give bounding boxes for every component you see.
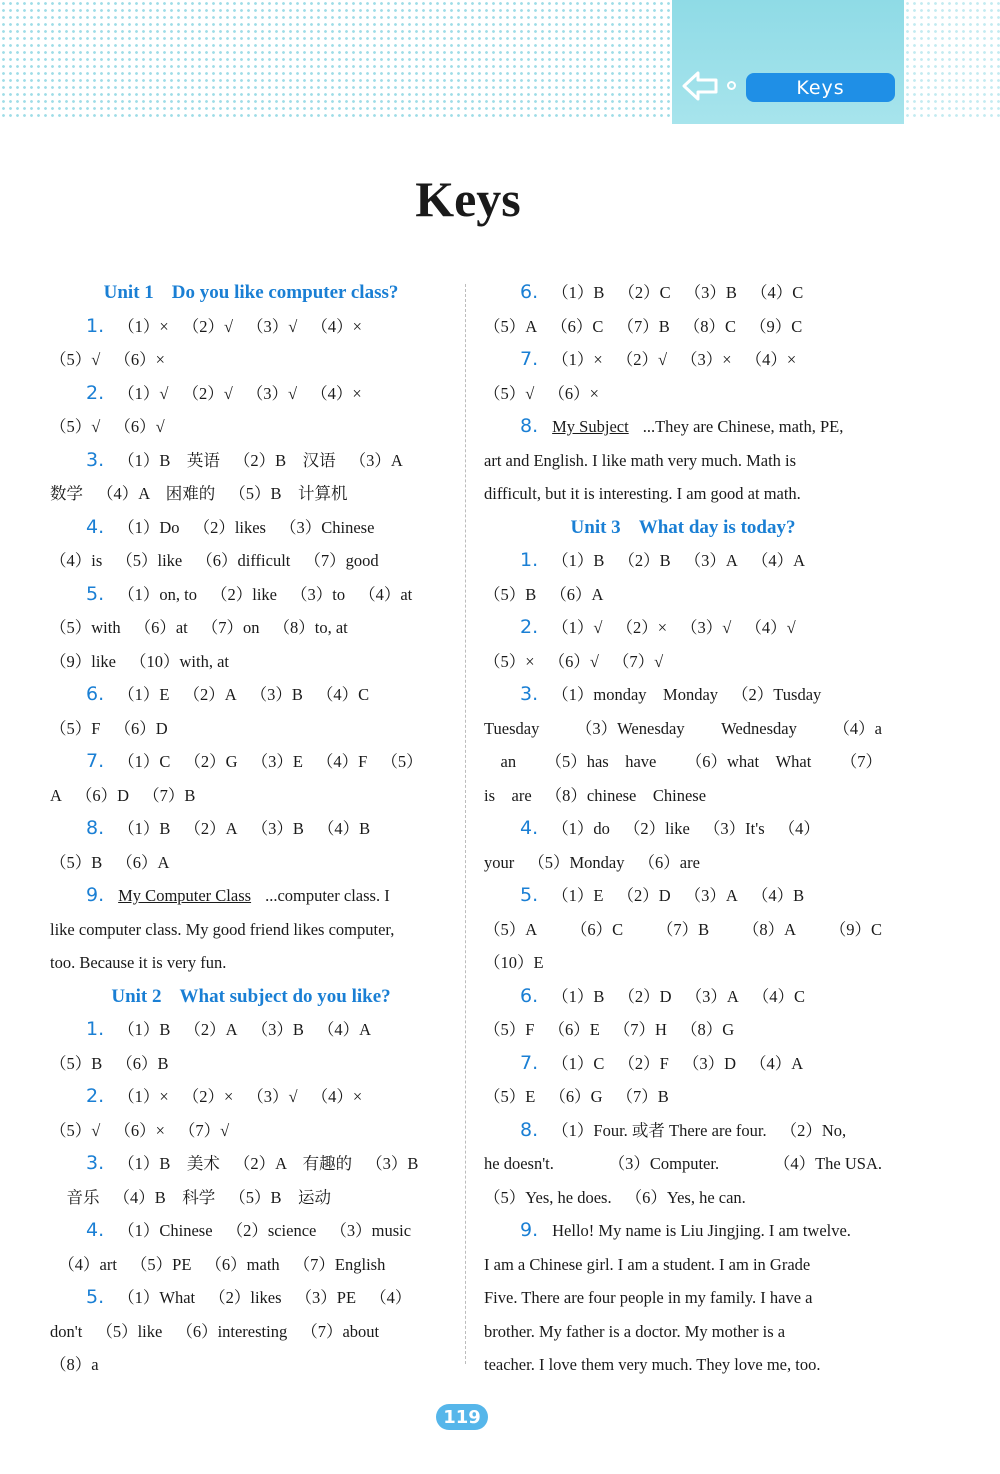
answer-line xyxy=(50,611,452,645)
answer-text: （4）C xyxy=(752,986,806,1006)
answer-line xyxy=(484,745,882,779)
answer-text: （5）F xyxy=(484,1020,535,1039)
answer-text: （5）with xyxy=(50,618,121,637)
answer-text: （2）like xyxy=(623,819,690,838)
answer-line xyxy=(484,712,882,746)
answer-text: （1）Four. 或者 There are four. xyxy=(552,1120,767,1140)
answer-text: （4）A 困难的 xyxy=(97,484,216,503)
answer-text: （2）B xyxy=(618,551,671,570)
unit-heading-text: Unit 2 xyxy=(111,985,162,1007)
answer-line xyxy=(484,1114,882,1148)
essay-title: My Subject xyxy=(552,417,629,436)
answer-column-right xyxy=(484,276,882,1382)
answer-text: （2）B 汉语 xyxy=(233,450,336,470)
essay-title: My Computer Class xyxy=(118,886,252,905)
answer-text: （1）C xyxy=(552,1053,605,1073)
answer-text: （6）B xyxy=(116,1053,169,1073)
answer-text: （1）Chinese xyxy=(118,1221,213,1240)
answer-text: （1）B xyxy=(118,1020,171,1039)
answer-text: （7）about xyxy=(301,1321,380,1341)
answer-line xyxy=(50,1315,452,1349)
answer-text: like computer class. My good friend likes computer, xyxy=(50,919,395,939)
answer-text: （3）It's xyxy=(703,819,765,838)
circle-icon xyxy=(727,81,736,90)
answer-text: （2）D xyxy=(618,986,672,1006)
unit-heading-text: Unit 3 xyxy=(570,516,621,538)
answer-text: （1）√ xyxy=(118,383,169,403)
answer-text: （3）B xyxy=(366,1154,419,1173)
answer-line xyxy=(484,1013,882,1047)
answer-line xyxy=(484,1281,882,1315)
answer-line xyxy=(50,444,452,478)
answer-text: your xyxy=(484,852,515,872)
answer-text: I am a Chinese girl. I am a student. I am in Grade xyxy=(484,1254,811,1274)
answer-text: （1）E xyxy=(552,886,604,905)
answer-text: （5）F xyxy=(50,718,101,738)
question-number: 7. xyxy=(520,348,539,370)
answer-text: A xyxy=(50,785,62,805)
answer-text: （4） xyxy=(370,1288,412,1307)
answer-text: （5）Monday xyxy=(528,852,625,872)
answer-line xyxy=(50,477,452,511)
answer-text: an xyxy=(484,752,517,771)
answer-line xyxy=(50,645,452,679)
answer-text: （3）music xyxy=(330,1221,412,1240)
unit-heading-text: Do you like computer class? xyxy=(171,282,399,303)
question-number: 5. xyxy=(520,884,539,906)
answer-text: （1）C xyxy=(118,752,171,771)
answer-text: （3）√ xyxy=(246,383,298,403)
question-number: 8. xyxy=(520,1118,539,1141)
answer-line xyxy=(50,1248,452,1282)
answer-text: （2）√ xyxy=(616,350,668,369)
answer-text: （3）Computer. xyxy=(608,1154,720,1173)
answer-line xyxy=(50,913,452,947)
answer-text: （8）C xyxy=(683,316,736,336)
answer-line xyxy=(50,879,452,913)
answer-line xyxy=(50,1080,452,1114)
answer-text: （5）B 运动 xyxy=(229,1187,332,1207)
answer-line xyxy=(484,611,882,645)
answer-text: （4）√ xyxy=(745,618,796,637)
answer-line xyxy=(484,980,882,1014)
unit-heading-text: What subject do you like? xyxy=(179,985,391,1007)
answer-text: （6）C xyxy=(551,316,604,336)
answer-text: （7）on xyxy=(201,618,260,637)
answer-text: （7）English xyxy=(293,1254,386,1274)
answer-text: （7）B xyxy=(143,785,196,805)
answer-line xyxy=(50,1013,452,1047)
answer-text: 音乐 xyxy=(50,1187,100,1207)
arrow-left-icon[interactable] xyxy=(682,70,722,102)
answer-text: （2）A xyxy=(183,685,237,704)
answer-text: （2）A 有趣的 xyxy=(233,1154,353,1173)
answer-line xyxy=(50,846,452,880)
answer-line xyxy=(484,1348,882,1382)
answer-text: （1）√ xyxy=(552,618,603,637)
answer-text: （2）Tusday xyxy=(732,685,822,704)
answer-line xyxy=(50,343,452,377)
answer-text: art and English. I like math very much. Math is xyxy=(484,450,797,470)
answer-text: （6）A xyxy=(116,852,170,872)
answer-text: brother. My father is a doctor. My mother is a xyxy=(484,1321,786,1341)
answer-line xyxy=(50,745,452,779)
answer-text: （4）A xyxy=(751,551,806,570)
question-number: 3. xyxy=(86,1152,105,1174)
answer-text: （5）√ xyxy=(50,417,101,436)
answer-text: （2）likes xyxy=(209,1288,282,1307)
answer-text: （2）like xyxy=(210,584,277,604)
answer-text: （3）√ xyxy=(247,316,298,336)
answer-text: （3）B xyxy=(684,283,737,302)
answer-line xyxy=(484,913,882,947)
answer-line xyxy=(484,1214,882,1248)
answer-text: Tuesday xyxy=(484,718,540,738)
answer-text: （3）× xyxy=(681,350,732,369)
page-title: Keys xyxy=(415,171,521,227)
answer-line xyxy=(484,879,882,913)
answer-line xyxy=(484,410,882,444)
unit-heading xyxy=(50,276,452,310)
answer-text: （3）B xyxy=(251,1020,304,1039)
answer-text: （4）A xyxy=(750,1053,804,1073)
answer-line xyxy=(50,511,452,545)
answer-text: （9）like xyxy=(50,651,116,671)
question-number: 4. xyxy=(86,515,105,538)
answer-line xyxy=(484,578,882,612)
answer-text: （2）× xyxy=(182,1087,234,1106)
answer-line xyxy=(484,276,882,310)
answer-text: （1）B xyxy=(552,551,605,570)
unit-heading-text: What day is today? xyxy=(638,516,796,538)
answer-line xyxy=(50,578,452,612)
answer-text: （6）Yes, he can. xyxy=(625,1187,746,1207)
answer-text: （5）√ xyxy=(50,1120,101,1140)
answer-text: （5）B xyxy=(484,584,537,604)
answer-text: （8）a xyxy=(50,1355,99,1374)
question-number: 8. xyxy=(520,415,539,437)
answer-line xyxy=(484,946,882,980)
answer-text: （6）A xyxy=(550,584,604,604)
answer-line xyxy=(484,1315,882,1349)
answer-text: （4）B 科学 xyxy=(113,1187,216,1207)
answer-text: ...computer class. I xyxy=(265,886,390,905)
answer-text: （2）A xyxy=(184,1020,238,1039)
answer-line xyxy=(50,812,452,846)
answer-text: （5）has have xyxy=(545,752,657,771)
answer-text: ...They are Chinese, math, PE, xyxy=(642,417,844,436)
answer-text: （10）with, at xyxy=(130,651,229,671)
answer-text: （3）A xyxy=(684,886,738,905)
answer-text: （4）F xyxy=(316,752,368,771)
answer-text: 数学 xyxy=(50,484,83,503)
answer-text: （3）A xyxy=(684,551,738,570)
answer-line xyxy=(484,645,882,679)
answer-line xyxy=(484,1147,882,1181)
question-number: 5. xyxy=(86,582,105,605)
answer-text: （9）C xyxy=(749,316,803,336)
answer-text: （4）is xyxy=(50,551,103,570)
answer-text: （3）to xyxy=(290,584,346,604)
question-number: 1. xyxy=(520,549,539,571)
answer-text: Hello! My name is Liu Jingjing. I am twelve. xyxy=(552,1221,851,1240)
answer-text: （1）B 英语 xyxy=(118,450,220,470)
answer-line xyxy=(484,678,882,712)
answer-text: （7）√ xyxy=(612,651,664,671)
answer-text: （8）G xyxy=(680,1020,735,1039)
answer-text: （2）D xyxy=(617,886,671,905)
answer-text: （6）× xyxy=(548,383,599,403)
answer-line xyxy=(50,1281,452,1315)
answer-text: （6）√ xyxy=(114,417,165,436)
answer-text: （7）good xyxy=(304,551,379,570)
answer-text: （7）B xyxy=(617,316,670,336)
answer-text: （4）a xyxy=(833,718,882,738)
answer-text: （6）× xyxy=(114,1120,165,1140)
answer-text: （1）What xyxy=(118,1288,196,1307)
answer-text: （1）B xyxy=(552,986,605,1006)
answer-text: Five. There are four people in my family. I have a xyxy=(484,1288,813,1307)
answer-text: （2）F xyxy=(618,1053,669,1073)
answer-text: （4）× xyxy=(311,383,362,403)
answer-text: （4）B xyxy=(751,886,805,905)
unit-heading xyxy=(50,980,452,1014)
answer-line xyxy=(484,377,882,411)
answer-line xyxy=(484,310,882,344)
question-number: 3. xyxy=(520,683,539,705)
answer-text: （5）B xyxy=(50,852,103,872)
answer-text: （9）C xyxy=(829,919,882,939)
column-divider xyxy=(465,284,466,1364)
question-number: 2. xyxy=(86,1085,105,1107)
answer-text: （4）B xyxy=(317,819,371,838)
question-number: 3. xyxy=(86,448,105,471)
question-number: 2. xyxy=(520,616,539,638)
header-tab-block xyxy=(672,0,904,124)
answer-text: （10）E xyxy=(484,953,544,972)
answer-text: too. Because it is very fun. xyxy=(50,953,227,972)
answer-text: （4）× xyxy=(311,1087,363,1106)
answer-line xyxy=(50,779,452,813)
page-number: 119 xyxy=(436,1404,488,1430)
answer-line xyxy=(484,846,882,880)
answer-text: （5）Yes, he does. xyxy=(484,1187,612,1207)
answer-text: （4）C xyxy=(316,685,370,704)
answer-text: （2）A xyxy=(184,819,238,838)
answer-line xyxy=(50,1114,452,1148)
answer-line xyxy=(50,1047,452,1081)
keys-tab[interactable]: Keys xyxy=(746,73,895,102)
question-number: 4. xyxy=(520,817,539,839)
answer-text: （1）monday Monday xyxy=(552,685,719,704)
answer-text: （6）D xyxy=(75,785,130,805)
answer-text: （1）E xyxy=(118,685,170,704)
answer-text: （3）Chinese xyxy=(279,517,375,537)
answer-text: （5）√ xyxy=(50,350,101,369)
answer-text: （7） xyxy=(840,752,882,771)
answer-line xyxy=(484,779,882,813)
answer-line xyxy=(484,477,882,511)
question-number: 6. xyxy=(520,984,539,1007)
answer-line xyxy=(484,812,882,846)
answer-text: （1）× xyxy=(118,1087,169,1106)
question-number: 6. xyxy=(520,281,539,303)
answer-line xyxy=(50,1214,452,1248)
answer-line xyxy=(50,544,452,578)
answer-text: （7）B xyxy=(616,1087,669,1106)
answer-line xyxy=(484,444,882,478)
question-number: 9. xyxy=(520,1219,539,1241)
question-number: 4. xyxy=(86,1219,105,1241)
answer-text: （6）difficult xyxy=(196,551,291,570)
answer-text: is are xyxy=(484,785,532,805)
answer-text: （4）C xyxy=(750,283,804,302)
answer-line xyxy=(484,544,882,578)
question-number: 7. xyxy=(86,750,105,772)
answer-text: （6）what What xyxy=(685,752,812,771)
answer-text: difficult, but it is interesting. I am good at math. xyxy=(484,484,801,503)
answer-line xyxy=(484,1248,882,1282)
answer-text: （3）√ xyxy=(681,618,732,637)
answer-text: （7）H xyxy=(613,1020,667,1039)
answer-line xyxy=(484,1080,882,1114)
answer-line xyxy=(484,1047,882,1081)
answer-text: （4）× xyxy=(311,316,362,336)
question-number: 6. xyxy=(86,683,105,705)
answer-text: （4）at xyxy=(359,584,413,604)
answer-text: （4）A xyxy=(317,1020,372,1039)
answer-text: （2）G xyxy=(184,752,238,771)
answer-text: （6）G xyxy=(549,1087,603,1106)
answer-line xyxy=(50,712,452,746)
answer-text: he doesn't. xyxy=(484,1154,554,1173)
answer-line xyxy=(50,1181,452,1215)
answer-text: （4）art xyxy=(50,1254,117,1274)
answer-text: （5）like xyxy=(96,1321,163,1341)
answer-line xyxy=(484,1181,882,1215)
answer-text: （6）are xyxy=(638,852,700,872)
answer-text: （6）E xyxy=(548,1020,600,1039)
answer-text: （2）× xyxy=(616,618,668,637)
answer-text: （5）E xyxy=(484,1087,536,1106)
answer-text: （1）Do xyxy=(118,517,180,537)
answer-text: （3）PE xyxy=(295,1288,357,1307)
dot-pattern-right xyxy=(904,0,1000,120)
answer-line xyxy=(50,377,452,411)
answer-text: （8）chinese Chinese xyxy=(545,785,707,805)
answer-text: （2）√ xyxy=(182,383,233,403)
answer-text: （5）A xyxy=(484,316,538,336)
answer-text: （6）C xyxy=(570,919,624,939)
answer-text: （1）B 美术 xyxy=(118,1154,220,1173)
answer-text: （5）PE xyxy=(130,1254,192,1274)
answer-text: （7）√ xyxy=(178,1120,230,1140)
unit-heading-text: Unit 1 xyxy=(103,282,154,303)
answer-text: （6）× xyxy=(114,350,165,369)
answer-line xyxy=(484,343,882,377)
answer-text: （1）do xyxy=(552,819,610,838)
answer-text: （6）D xyxy=(114,718,168,738)
answer-text: （5）B xyxy=(50,1053,103,1073)
answer-column-left xyxy=(50,276,452,1382)
answer-text: teacher. I love them very much. They love me, too. xyxy=(484,1355,821,1374)
answer-text: （8）A xyxy=(742,919,796,939)
answer-text: （5） xyxy=(381,752,423,771)
question-number: 1. xyxy=(86,1018,105,1040)
question-number: 1. xyxy=(86,314,105,337)
answer-text: （5）× xyxy=(484,651,535,671)
answer-text: （1）× xyxy=(552,350,603,369)
answer-text: （1）on, to xyxy=(118,584,197,604)
answer-text: （5）√ xyxy=(484,383,535,403)
answer-line xyxy=(50,410,452,444)
answer-text: （7）B xyxy=(656,919,710,939)
answer-line xyxy=(50,310,452,344)
answer-text: Wednesday xyxy=(721,718,797,738)
answer-text: don't xyxy=(50,1321,83,1341)
answer-line xyxy=(50,678,452,712)
question-number: 5. xyxy=(86,1286,105,1308)
answer-text: （3）B xyxy=(251,819,304,838)
answer-text: （3）A xyxy=(685,986,739,1006)
answer-text: （3）A xyxy=(349,450,403,470)
question-number: 7. xyxy=(520,1051,539,1074)
question-number: 9. xyxy=(86,884,105,906)
answer-line xyxy=(50,1348,452,1382)
answer-text: （6）at xyxy=(134,618,188,637)
answer-text: （3）Wenesday xyxy=(575,718,685,738)
answer-text: （4）× xyxy=(745,350,797,369)
answer-text: （6）√ xyxy=(548,651,599,671)
answer-text: （1）B xyxy=(552,283,605,302)
answer-text: （2）C xyxy=(618,283,671,302)
answer-line xyxy=(50,946,452,980)
answer-text: （1）× xyxy=(118,316,169,336)
unit-heading xyxy=(484,511,882,545)
question-number: 8. xyxy=(86,817,105,839)
answer-text: （1）B xyxy=(118,819,171,838)
answer-text: （5）B 计算机 xyxy=(229,484,348,503)
answer-text: （3）E xyxy=(251,752,303,771)
answer-line xyxy=(50,1147,452,1181)
answer-text: （4）The USA. xyxy=(773,1154,882,1173)
answer-text: （2）√ xyxy=(182,316,234,336)
dot-pattern xyxy=(0,0,672,120)
answer-text: （8）to, at xyxy=(273,618,348,637)
answer-text: （5）like xyxy=(116,551,183,570)
answer-text: （6）interesting xyxy=(176,1321,288,1341)
answer-text: （3）B xyxy=(250,685,303,704)
answer-text: （5）A xyxy=(484,919,538,939)
answer-text: （3）D xyxy=(682,1053,737,1073)
answer-text: （2）likes xyxy=(193,517,266,537)
answer-text: （2）No, xyxy=(780,1120,847,1140)
question-number: 2. xyxy=(86,381,105,404)
answer-text: （6）math xyxy=(205,1254,280,1274)
answer-text: （3）√ xyxy=(247,1087,298,1106)
answer-text: （2）science xyxy=(226,1221,317,1240)
answer-text: （4） xyxy=(778,819,820,838)
